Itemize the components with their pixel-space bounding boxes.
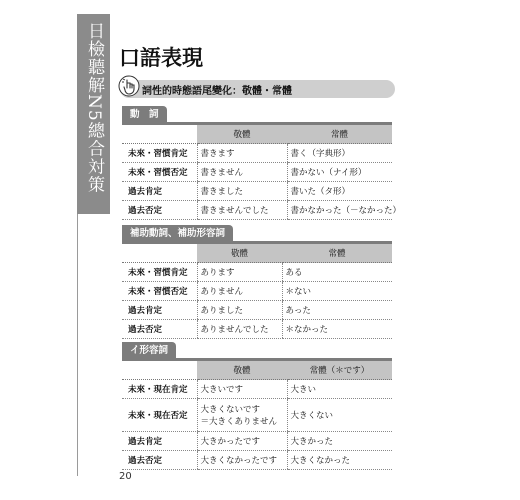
polite-form: 大きいです: [197, 380, 287, 399]
table-row: [122, 432, 392, 451]
plain-form: あった: [282, 301, 392, 320]
conjugation-table-verb: [122, 125, 402, 220]
side-divider-line: [77, 214, 78, 476]
polite-form: 書きます: [197, 144, 287, 163]
side-title-band: [77, 14, 110, 214]
polite-form: ありません: [197, 282, 282, 301]
page-title: 口語表現: [119, 46, 203, 70]
table-header-row: [122, 125, 392, 144]
polite-form: 大きかったです: [197, 432, 287, 451]
row-label: 未來・現在肯定: [122, 380, 197, 399]
table-header-row: [122, 361, 392, 380]
polite-form-alternate: ＝大きくありません: [200, 417, 278, 427]
plain-form: 大きくない: [287, 399, 392, 432]
polite-form: ありませんでした: [197, 320, 282, 339]
plain-form: 書いた（タ形）: [287, 182, 392, 201]
table-row: [122, 282, 392, 301]
row-label: 未來・現在否定: [122, 399, 197, 432]
plain-form: ＊ない: [282, 282, 392, 301]
plain-form: ＊なかった: [282, 320, 392, 339]
row-label: 過去肯定: [122, 301, 197, 320]
table-row: [122, 263, 392, 282]
plain-form: 書かなかった（－なかった）: [287, 201, 392, 220]
table-row: [122, 301, 392, 320]
polite-form: [197, 399, 287, 432]
conjugation-table-auxiliary: [122, 244, 392, 339]
table-header-row: [122, 244, 392, 263]
table-row: [122, 399, 392, 432]
column-header-polite: 敬體: [197, 244, 282, 263]
column-header-plain: 常體: [282, 244, 392, 263]
section-banner-text: 詞性的時態語尾變化：敬體・常體: [142, 86, 292, 97]
plain-form: 書く（字典形）: [287, 144, 392, 163]
book-title: 日檢聽解N5總合対策: [84, 22, 104, 194]
column-header-polite: 敬體: [197, 361, 287, 380]
row-label: 過去肯定: [122, 182, 197, 201]
table-row: [122, 380, 392, 399]
column-header: [122, 361, 197, 380]
column-header-plain: 常體（＊です）: [287, 361, 392, 380]
row-label: 未來・習慣否定: [122, 282, 197, 301]
polite-form: 書きませんでした: [197, 201, 287, 220]
row-label: 未來・習慣肯定: [122, 144, 197, 163]
row-label: 未來・習慣肯定: [122, 263, 197, 282]
column-header-plain: 常體: [287, 125, 392, 144]
column-header-polite: 敬體: [197, 125, 287, 144]
column-header: [122, 244, 197, 263]
polite-form: 大きくなかったです: [197, 451, 287, 470]
table-row: [122, 144, 392, 163]
table-row: [122, 201, 392, 220]
polite-form: 書きません: [197, 163, 287, 182]
pointing-hand-icon: [118, 75, 140, 97]
page-number: 20: [119, 471, 132, 482]
row-label: 過去否定: [122, 451, 197, 470]
row-label: 未來・習慣否定: [122, 163, 197, 182]
polite-form: あります: [197, 263, 282, 282]
plain-form: 大きくなかった: [287, 451, 392, 470]
column-header: [122, 125, 197, 144]
table-tab-verb: 動 詞: [122, 106, 167, 123]
conjugation-table-i-adjective: [122, 361, 392, 470]
table-row: [122, 182, 392, 201]
polite-form-line: 大きくないです: [200, 405, 261, 415]
table-row: [122, 451, 392, 470]
polite-form: ありました: [197, 301, 282, 320]
plain-form: 大きい: [287, 380, 392, 399]
plain-form: ある: [282, 263, 392, 282]
polite-form: 書きました: [197, 182, 287, 201]
row-label: 過去肯定: [122, 432, 197, 451]
table-tab-auxiliary: 補助動詞、補助形容詞: [122, 225, 233, 242]
table-tab-i-adjective: イ形容詞: [122, 342, 176, 359]
plain-form: 大きかった: [287, 432, 392, 451]
row-label: 過去否定: [122, 320, 197, 339]
row-label: 過去否定: [122, 201, 197, 220]
table-row: [122, 163, 392, 182]
section-banner: [120, 80, 395, 98]
table-row: [122, 320, 392, 339]
plain-form: 書かない（ナイ形）: [287, 163, 392, 182]
